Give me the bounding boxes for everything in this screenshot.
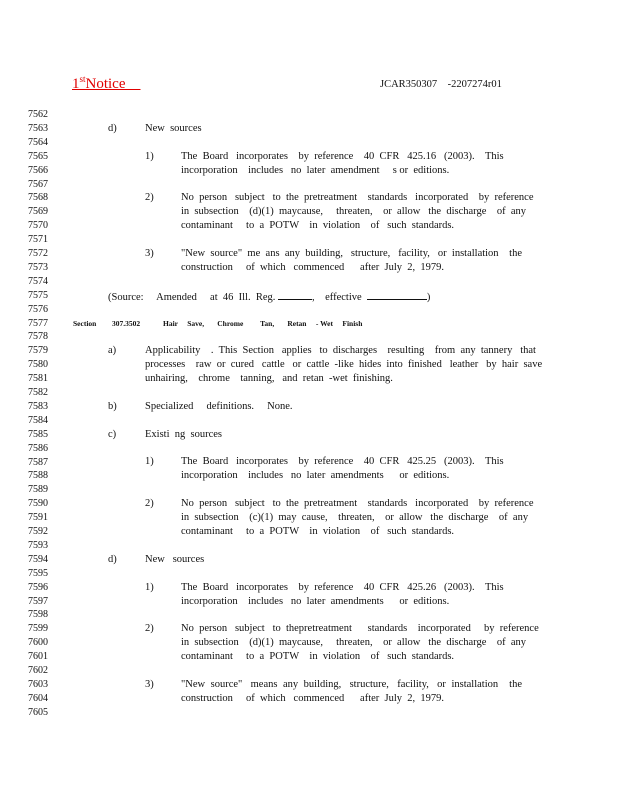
line-number: 7603 [28, 678, 48, 690]
paragraph-line: Applicability . This Section applies to discharges resulting from any tannery that [145, 345, 536, 356]
line-number: 7583 [28, 400, 48, 412]
line-number: 7597 [28, 595, 48, 607]
blank-register-number [278, 290, 312, 300]
paragraph-line: The Board incorporates by reference 40 CFR 425.26 (2003). This [181, 582, 504, 593]
line-number: 7564 [28, 136, 48, 148]
subsection-label-b: b) [108, 401, 117, 412]
line-number: 7584 [28, 414, 48, 426]
paragraph-line: incorporation includes no later amendments or editions. [181, 596, 450, 607]
paragraph-line: contaminant to a POTW in violation of such standards. [181, 220, 455, 231]
item-number-3: 3) [145, 679, 154, 690]
item-number-1: 1) [145, 582, 154, 593]
paragraph-line: The Board incorporates by reference 40 CFR 425.16 (2003). This [181, 151, 504, 162]
line-number: 7598 [28, 609, 48, 621]
line-number: 7577 [28, 317, 48, 329]
line-number: 7566 [28, 164, 48, 176]
item-number-1: 1) [145, 151, 154, 162]
subsection-label-a: a) [108, 345, 117, 356]
section-number: 307.3502 [112, 319, 141, 328]
line-number: 7588 [28, 470, 48, 482]
source-note [108, 290, 430, 303]
line-number: 7572 [28, 248, 48, 259]
line-number: 7579 [28, 345, 48, 357]
line-number: 7575 [28, 289, 48, 301]
paragraph-line: contaminant to a POTW in violation of such standards. [181, 526, 455, 537]
item-number-1: 1) [145, 456, 154, 467]
line-number: 7582 [28, 387, 48, 398]
source-note-close: ) [426, 292, 431, 303]
line-number: 7568 [28, 192, 48, 204]
line-number: 7590 [28, 498, 48, 510]
paragraph-line: in subsection (d)(1) maycause, threaten, or allow the discharge of any [181, 206, 527, 217]
line-number: 7604 [28, 692, 48, 704]
notice-superscript: st [79, 74, 86, 84]
paragraph-line: construction of which commenced after July 2, 1979. [181, 693, 445, 704]
paragraph-line: No person subject to the pretreatment standards incorporated by reference [181, 192, 534, 203]
source-note-text: (Source: Amended at 46 Ill. Reg. [108, 292, 276, 303]
item-number-2: 2) [145, 623, 154, 634]
subsection-heading-new-sources: New sources [145, 123, 202, 134]
line-number: 7586 [28, 442, 48, 454]
line-number: 7569 [28, 206, 48, 218]
line-number: 7595 [28, 567, 48, 579]
paragraph-line: contaminant to a POTW in violation of such standards. [181, 651, 455, 662]
paragraph-line: incorporation includes no later amendment s or editions. [181, 165, 450, 176]
line-number: 7567 [28, 178, 48, 190]
line-number: 7600 [28, 637, 48, 649]
section-label: Section [73, 319, 97, 328]
line-number: 7580 [28, 359, 48, 371]
line-number: 7563 [28, 122, 48, 134]
document-id: JCAR350307 -2207274r01 [380, 79, 502, 90]
item-number-2: 2) [145, 498, 154, 509]
subsection-heading-existing-sources: Existi ng sources [145, 429, 222, 440]
blank-effective-date [367, 290, 427, 300]
line-number: 7571 [28, 234, 48, 246]
section-title: Hair Save, Chrome Tan, Retan - Wet Finish [163, 319, 363, 328]
line-number: 7576 [28, 303, 48, 315]
paragraph-line: Specialized definitions. None. [145, 401, 293, 412]
line-number: 7565 [28, 150, 48, 162]
first-notice-title [72, 74, 141, 93]
paragraph-line: No person subject to thepretreatment standards incorporated by reference [181, 623, 539, 634]
line-number: 7585 [28, 428, 48, 440]
item-number-3: 3) [145, 248, 154, 259]
subsection-label-c: c) [108, 429, 117, 440]
line-number: 7562 [28, 109, 48, 120]
paragraph-line: processes raw or cured cattle or cattle -like hides into finished leather by hair save [145, 359, 543, 370]
line-number: 7592 [28, 526, 48, 537]
line-number: 7602 [28, 665, 48, 676]
notice-word: Notice [85, 76, 126, 92]
line-number: 7594 [28, 553, 48, 565]
line-number: 7605 [28, 706, 48, 718]
line-number: 7601 [28, 651, 48, 663]
paragraph-line: No person subject to the pretreatment standards incorporated by reference [181, 498, 534, 509]
line-number: 7596 [28, 581, 48, 593]
paragraph-line: in subsection (d)(1) maycause, threaten, or allow the discharge of any [181, 637, 527, 648]
line-number: 7589 [28, 484, 48, 496]
line-number: 7570 [28, 220, 48, 232]
subsection-label-d: d) [108, 123, 117, 134]
paragraph-line: construction of which commenced after July 2, 1979. [181, 262, 445, 273]
subsection-label-d: d) [108, 554, 117, 565]
paragraph-line: incorporation includes no later amendments or editions. [181, 470, 450, 481]
paragraph-line: in subsection (c)(1) may cause, threaten, or allow the discharge of any [181, 512, 529, 523]
notice-prefix: 1 [72, 76, 80, 92]
subsection-heading-new-sources: New sources [145, 554, 205, 565]
line-number: 7574 [28, 275, 48, 287]
paragraph-line: The Board incorporates by reference 40 CFR 425.25 (2003). This [181, 456, 504, 467]
line-number: 7587 [28, 456, 48, 468]
line-number: 7573 [28, 261, 48, 273]
line-number: 7591 [28, 512, 48, 524]
line-number: 7578 [28, 331, 48, 343]
line-number: 7599 [28, 623, 48, 635]
paragraph-line: "New source" means any building, structure, facility, or installation the [181, 679, 522, 690]
item-number-2: 2) [145, 192, 154, 203]
paragraph-line: "New source" me ans any building, structure, facility, or installation the [181, 248, 522, 259]
paragraph-line: unhairing, chrome tanning, and retan -wet finishing. [145, 373, 393, 384]
source-note-effective: , effective [312, 292, 362, 303]
line-number: 7593 [28, 539, 48, 551]
line-number: 7581 [28, 373, 48, 385]
